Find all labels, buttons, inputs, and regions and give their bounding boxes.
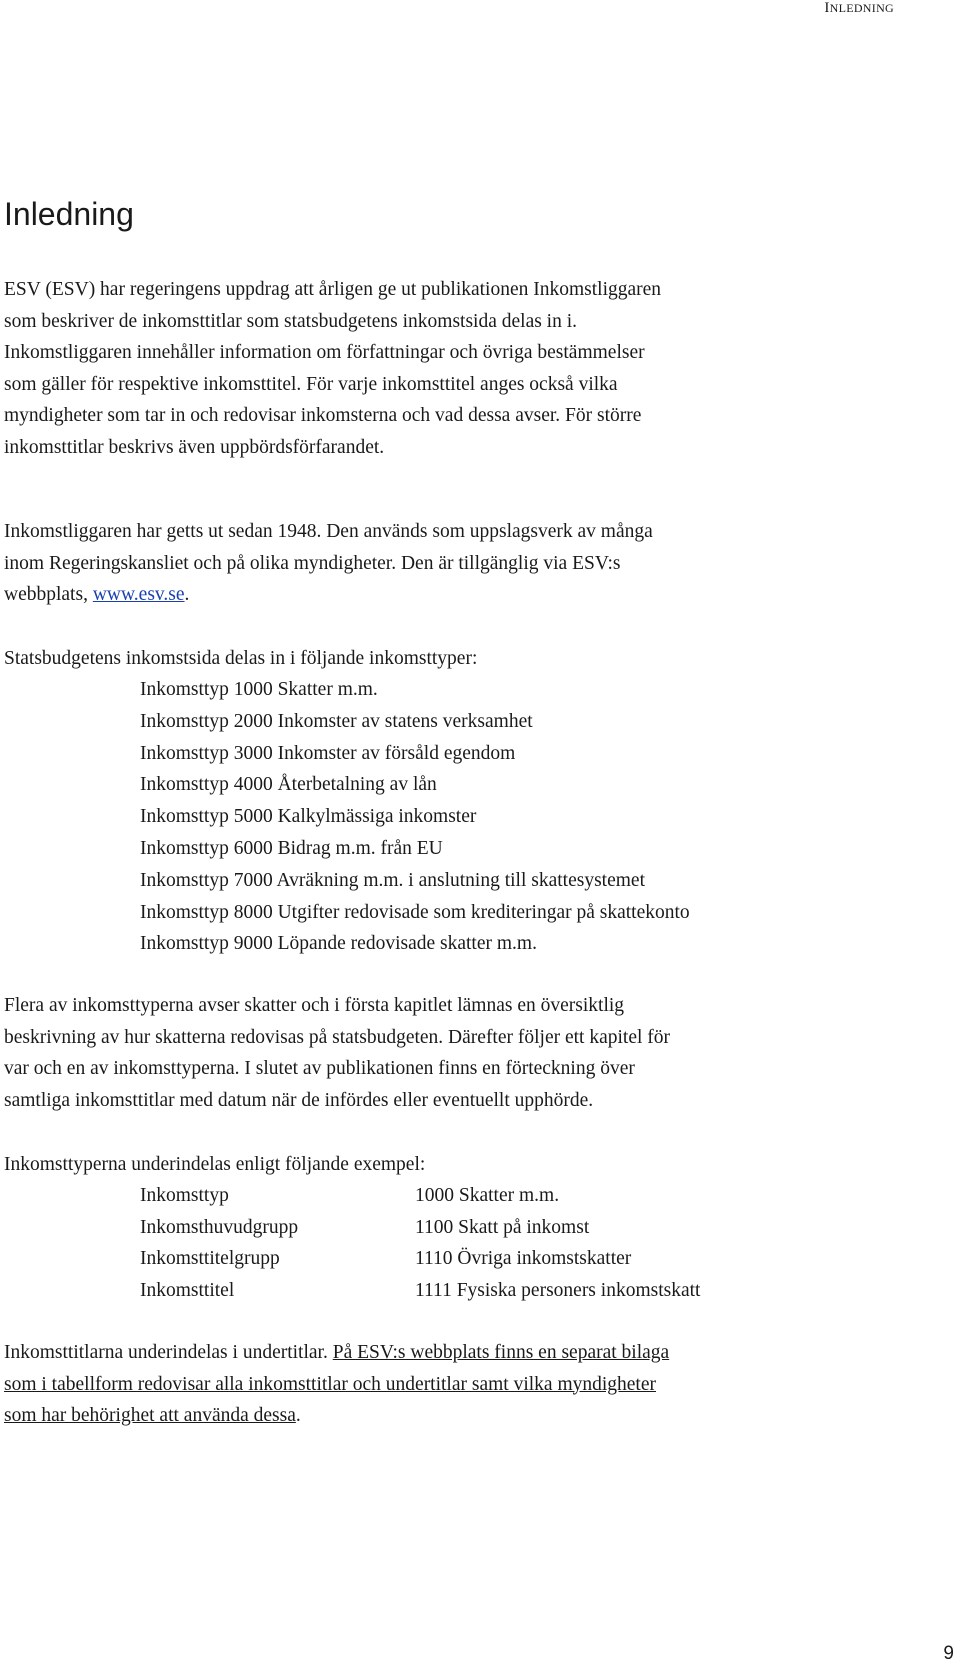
list-item: Inkomsttyp 7000 Avräkning m.m. i anslutning till skattesystemet xyxy=(140,869,645,891)
example-value: 1000 Skatter m.m. xyxy=(415,1185,560,1206)
appendix-link[interactable]: På ESV:s webbplats finns en separat bilaga xyxy=(332,1342,670,1363)
list-item: Inkomsttyp 2000 Inkomster av statens verksamhet xyxy=(140,710,533,732)
list-item: Inkomsttyp 8000 Utgifter redovisade som krediteringar på skattekonto xyxy=(140,901,690,923)
page-number: 9 xyxy=(943,1643,954,1664)
text-line: myndigheter som tar in och redovisar inkomsterna och vad dessa avser. För större xyxy=(4,405,642,426)
esv-website-link[interactable]: www.esv.se xyxy=(92,584,185,605)
text-line: var och en av inkomsttyperna. I slutet av publikationen finns en förteckning över xyxy=(4,1058,635,1079)
subtitles-paragraph xyxy=(4,1337,824,1432)
text-line: samtliga inkomsttitlar med datum när de infördes eller eventuellt upphörde. xyxy=(4,1089,594,1111)
list-item: Inkomsttyp 9000 Löpande redovisade skatter m.m. xyxy=(140,933,537,955)
example-term: Inkomsttitelgrupp xyxy=(140,1248,280,1269)
example-row xyxy=(140,1212,700,1244)
page-title: Inledning xyxy=(4,196,134,232)
text-line: Flera av inkomsttyperna avser skatter och i första kapitlet lämnas en översiktlig xyxy=(4,995,625,1016)
example-value: 1100 Skatt på inkomst xyxy=(415,1216,590,1238)
overview-paragraph xyxy=(4,990,824,1116)
text-line: som beskriver de inkomsttitlar som statsbudgetens inkomstsida delas in i. xyxy=(4,310,578,332)
example-value: 1110 Övriga inkomstskatter xyxy=(415,1248,632,1269)
example-intro: Inkomsttyperna underindelas enligt följande exempel: xyxy=(4,1154,426,1175)
income-types-intro: Statsbudgetens inkomstsida delas in i följande inkomsttyper: xyxy=(4,648,478,669)
text-line xyxy=(4,1369,824,1401)
list-item: Inkomsttyp 5000 Kalkylmässiga inkomster xyxy=(140,806,477,828)
example-row xyxy=(140,1243,700,1275)
text-line: som har behörighet att använda dessa. xyxy=(4,1405,301,1426)
text-line: som gäller för respektive inkomsttitel. För varje inkomsttitel anges också vilka xyxy=(4,373,618,395)
example-term: Inkomsthuvudgrupp xyxy=(140,1216,299,1238)
example-row xyxy=(140,1180,700,1212)
text-line: inkomsttitlar beskrivs även uppbördsförfarandet. xyxy=(4,436,385,458)
text-line: ESV (ESV) har regeringens uppdrag att årligen ge ut publikationen Inkomstliggaren xyxy=(4,279,662,300)
example-row xyxy=(140,1275,700,1307)
text-line: beskrivning av hur skatterna redovisas på statsbudgeten. Därefter följer ett kapitel för xyxy=(4,1026,671,1048)
text-line: Inkomsttitlarna underindelas i undertitlar. På ESV:s webbplats finns en separat bilaga xyxy=(4,1342,670,1363)
history-paragraph xyxy=(4,516,824,611)
list-item: Inkomsttyp 4000 Återbetalning av lån xyxy=(140,774,437,796)
appendix-link[interactable]: som har behörighet att använda dessa xyxy=(4,1405,296,1426)
income-types-list xyxy=(140,674,690,960)
text-line: Inkomstliggaren har getts ut sedan 1948. Den används som uppslagsverk av många xyxy=(4,521,653,542)
intro-paragraph xyxy=(4,274,824,463)
running-header: INLEDNING xyxy=(824,0,894,16)
text-line: webbplats, www.esv.se. xyxy=(4,584,190,605)
appendix-link[interactable]: som i tabellform redovisar alla inkomsttitlar och undertitlar samt vilka myndigheter xyxy=(4,1373,657,1395)
list-item: Inkomsttyp 6000 Bidrag m.m. från EU xyxy=(140,837,443,859)
text-line: inom Regeringskansliet och på olika myndigheter. Den är tillgänglig via ESV:s xyxy=(4,552,621,574)
example-table xyxy=(140,1180,700,1306)
list-item: Inkomsttyp 1000 Skatter m.m. xyxy=(140,679,378,700)
example-term: Inkomsttyp xyxy=(140,1185,229,1206)
example-term: Inkomsttitel xyxy=(140,1279,235,1301)
example-value: 1111 Fysiska personers inkomstskatt xyxy=(415,1279,701,1301)
text-line: Inkomstliggaren innehåller information om författningar och övriga bestämmelser xyxy=(4,342,645,363)
list-item: Inkomsttyp 3000 Inkomster av försåld egendom xyxy=(140,742,516,764)
